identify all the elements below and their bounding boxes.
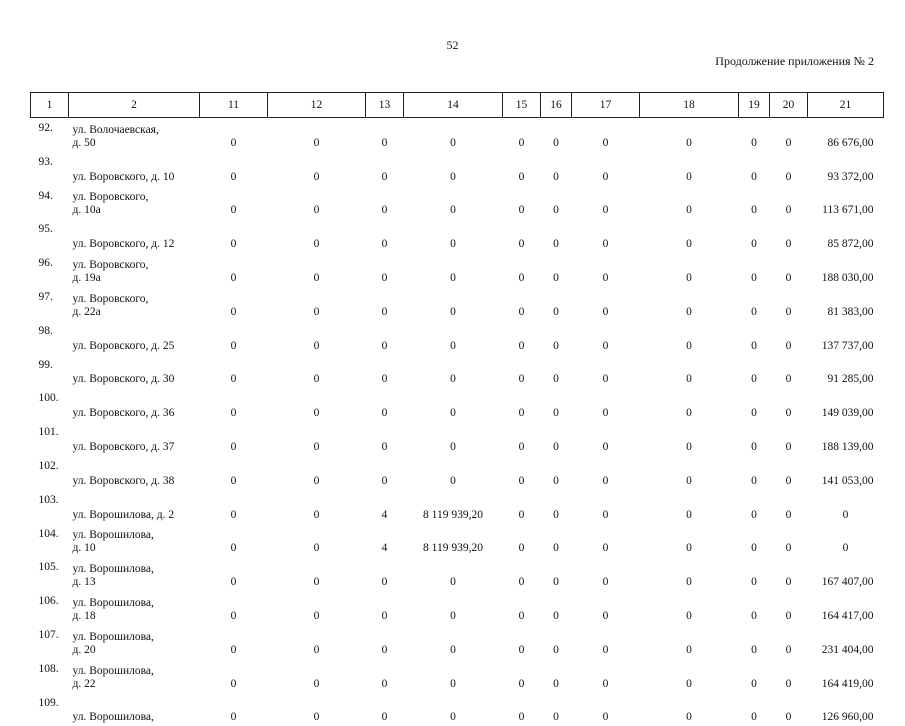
col-16-cell: 0	[553, 576, 559, 589]
col-12-cell: 0	[313, 440, 320, 453]
col-21-cell: 0	[842, 508, 849, 521]
data-table	[30, 92, 884, 726]
col-17-cell: 0	[602, 542, 609, 555]
col-11-cell: 0	[230, 136, 237, 149]
col-20-cell: 0	[785, 711, 792, 724]
address-text: ул. Ворошилова, д. 20	[72, 630, 154, 656]
col-20-cell: 0	[785, 474, 792, 487]
col-13-cell: 0	[381, 474, 388, 487]
col-18-cell: 0	[686, 677, 692, 690]
header-cell-col-12: 12	[268, 93, 366, 118]
col-16-cell: 0	[553, 474, 559, 487]
address-text: ул. Ворошилова, д. 10	[72, 529, 154, 555]
col-20-cell: 0	[785, 440, 792, 453]
col-20-cell: 0	[785, 238, 792, 251]
address-text: ул. Воровского, д. 37	[72, 440, 175, 453]
col-18-cell: 0	[686, 440, 692, 453]
col-14-cell: 0	[450, 170, 456, 183]
address-cell	[69, 186, 200, 220]
col-12-cell: 0	[313, 576, 320, 589]
address-cell	[69, 659, 200, 693]
col-16-cell: 0	[553, 643, 559, 656]
col-15-cell: 0	[518, 474, 525, 487]
col-18-cell: 0	[686, 238, 692, 251]
table-row	[31, 659, 884, 693]
col-20-cell: 0	[785, 677, 792, 690]
address-cell	[69, 625, 200, 659]
address-text: ул. Воровского, д. 12	[72, 238, 175, 251]
col-20-cell: 0	[785, 271, 792, 284]
col-15-cell: 0	[518, 440, 525, 453]
col-12-cell: 0	[313, 271, 320, 284]
col-21-cell: 93 372,00	[827, 170, 874, 183]
col-15-cell: 0	[518, 542, 525, 555]
col-17-cell: 0	[602, 271, 609, 284]
col-19-cell: 0	[751, 643, 757, 656]
col-15-cell: 0	[518, 204, 525, 217]
col-14-cell: 0	[450, 474, 456, 487]
col-11-cell: 0	[230, 542, 237, 555]
col-11-cell: 0	[230, 440, 237, 453]
address-cell	[69, 524, 200, 558]
address-text: ул. Воровского, д. 30	[72, 373, 175, 386]
col-17-cell: 0	[602, 508, 609, 521]
address-cell	[69, 287, 200, 321]
col-14-cell: 0	[450, 204, 456, 217]
col-16-cell: 0	[553, 542, 559, 555]
col-11-cell: 0	[230, 711, 237, 724]
row-number: 107.	[38, 628, 59, 641]
col-14-cell: 0	[450, 238, 456, 251]
col-18-cell: 0	[686, 542, 692, 555]
table-row	[31, 456, 884, 490]
col-13-cell: 0	[381, 576, 388, 589]
col-17-cell: 0	[602, 474, 609, 487]
col-14-cell: 0	[450, 407, 456, 420]
col-12-cell: 0	[313, 711, 320, 724]
address-cell	[69, 456, 200, 490]
col-20-cell: 0	[785, 136, 792, 149]
col-11-cell: 0	[230, 643, 237, 656]
col-14-cell: 0	[450, 373, 456, 386]
col-21-cell: 164 419,00	[821, 677, 874, 690]
col-12-cell: 0	[313, 609, 320, 622]
header-cell-col-19: 19	[739, 93, 770, 118]
col-21-cell: 188 030,00	[821, 271, 874, 284]
col-15-cell: 0	[518, 271, 525, 284]
col-13-cell: 0	[381, 238, 388, 251]
col-19-cell: 0	[751, 305, 757, 318]
address-cell	[69, 591, 200, 625]
col-16-cell: 0	[553, 407, 559, 420]
col-21-cell: 164 417,00	[821, 609, 874, 622]
row-number: 103.	[38, 493, 59, 506]
col-17-cell: 0	[602, 643, 609, 656]
col-20-cell: 0	[785, 305, 792, 318]
table-row	[31, 625, 884, 659]
col-14-cell: 0	[450, 440, 456, 453]
col-17-cell: 0	[602, 136, 609, 149]
row-number: 100.	[38, 392, 59, 405]
col-11-cell: 0	[230, 271, 237, 284]
col-14-cell: 0	[450, 271, 456, 284]
col-16-cell: 0	[553, 204, 559, 217]
col-13-cell: 4	[381, 542, 388, 555]
address-text: ул. Воровского, д. 10а	[72, 191, 149, 217]
col-12-cell: 0	[313, 305, 320, 318]
col-14-cell: 0	[450, 677, 456, 690]
address-cell	[69, 693, 200, 726]
col-15-cell: 0	[518, 136, 525, 149]
col-17-cell: 0	[602, 711, 609, 724]
row-number: 98.	[38, 324, 53, 337]
col-16-cell: 0	[553, 711, 559, 724]
col-18-cell: 0	[686, 373, 692, 386]
col-13-cell: 0	[381, 170, 388, 183]
col-11-cell: 0	[230, 474, 237, 487]
header-cell-col-21: 21	[808, 93, 884, 118]
col-13-cell: 0	[381, 407, 388, 420]
address-cell	[69, 152, 200, 186]
address-cell	[69, 253, 200, 287]
col-15-cell: 0	[518, 576, 525, 589]
col-20-cell: 0	[785, 609, 792, 622]
row-number: 105.	[38, 561, 59, 574]
col-19-cell: 0	[751, 711, 757, 724]
address-text: ул. Ворошилова, д. 18	[72, 596, 154, 622]
col-17-cell: 0	[602, 576, 609, 589]
col-15-cell: 0	[518, 711, 525, 724]
col-12-cell: 0	[313, 238, 320, 251]
col-16-cell: 0	[553, 373, 559, 386]
row-number: 99.	[38, 358, 53, 371]
col-15-cell: 0	[518, 407, 525, 420]
col-13-cell: 0	[381, 711, 388, 724]
col-16-cell: 0	[553, 508, 559, 521]
row-number: 96.	[38, 257, 53, 270]
col-14-cell: 0	[450, 711, 456, 724]
col-13-cell: 0	[381, 677, 388, 690]
col-18-cell: 0	[686, 271, 692, 284]
table-row	[31, 693, 884, 726]
col-12-cell: 0	[313, 474, 320, 487]
col-17-cell: 0	[602, 305, 609, 318]
col-21-cell: 126 960,00	[821, 711, 874, 724]
col-16-cell: 0	[553, 339, 559, 352]
col-15-cell: 0	[518, 170, 525, 183]
col-12-cell: 0	[313, 339, 320, 352]
address-text: ул. Ворошилова, д. 22	[72, 664, 154, 690]
col-19-cell: 0	[751, 238, 757, 251]
header-cell-col-16: 16	[541, 93, 572, 118]
row-number: 95.	[38, 223, 53, 236]
address-text: ул. Воровского, д. 25	[72, 339, 175, 352]
col-21-cell: 167 407,00	[821, 576, 874, 589]
col-13-cell: 0	[381, 643, 388, 656]
col-16-cell: 0	[553, 440, 559, 453]
address-cell	[69, 490, 200, 524]
table-row	[31, 591, 884, 625]
row-number: 101.	[38, 426, 59, 439]
col-16-cell: 0	[553, 305, 559, 318]
table-row	[31, 118, 884, 152]
row-number: 102.	[38, 459, 59, 472]
row-number: 104.	[38, 527, 59, 540]
address-text: ул. Воровского, д. 36	[72, 407, 175, 420]
col-20-cell: 0	[785, 542, 792, 555]
row-number: 109.	[38, 696, 59, 709]
col-14-cell: 8 119 939,20	[423, 508, 483, 521]
col-18-cell: 0	[686, 711, 692, 724]
col-11-cell: 0	[230, 677, 237, 690]
col-20-cell: 0	[785, 204, 792, 217]
header-cell-col-11: 11	[200, 93, 268, 118]
col-18-cell: 0	[686, 643, 692, 656]
col-15-cell: 0	[518, 238, 525, 251]
col-21-cell: 113 671,00	[822, 204, 874, 217]
col-12-cell: 0	[313, 643, 320, 656]
col-21-cell: 141 053,00	[821, 474, 874, 487]
col-15-cell: 0	[518, 305, 525, 318]
col-18-cell: 0	[686, 305, 692, 318]
col-12-cell: 0	[313, 542, 320, 555]
col-11-cell: 0	[230, 373, 237, 386]
table-row	[31, 490, 884, 524]
col-18-cell: 0	[686, 204, 692, 217]
col-17-cell: 0	[602, 609, 609, 622]
col-21-cell: 81 383,00	[827, 305, 874, 318]
col-13-cell: 0	[381, 339, 388, 352]
table-row	[31, 524, 884, 558]
address-cell	[69, 355, 200, 389]
col-20-cell: 0	[785, 407, 792, 420]
col-16-cell: 0	[553, 238, 559, 251]
col-17-cell: 0	[602, 440, 609, 453]
col-13-cell: 0	[381, 373, 388, 386]
col-18-cell: 0	[686, 474, 692, 487]
col-18-cell: 0	[686, 609, 692, 622]
col-14-cell: 0	[450, 339, 456, 352]
col-17-cell: 0	[602, 238, 609, 251]
col-20-cell: 0	[785, 576, 792, 589]
col-13-cell: 0	[381, 136, 388, 149]
col-17-cell: 0	[602, 204, 609, 217]
row-number: 94.	[38, 189, 53, 202]
address-text: ул. Воровского, д. 38	[72, 474, 175, 487]
col-17-cell: 0	[602, 677, 609, 690]
table-row	[31, 219, 884, 253]
col-15-cell: 0	[518, 508, 525, 521]
header-cell-col-14: 14	[404, 93, 503, 118]
col-13-cell: 0	[381, 609, 388, 622]
table-row	[31, 186, 884, 220]
col-12-cell: 0	[313, 508, 320, 521]
col-12-cell: 0	[313, 170, 320, 183]
col-21-cell: 91 285,00	[827, 373, 874, 386]
header-cell-col-17: 17	[572, 93, 640, 118]
col-14-cell: 8 119 939,20	[423, 542, 483, 555]
address-text: ул. Ворошилова, д. 2	[72, 508, 175, 521]
col-14-cell: 0	[450, 609, 456, 622]
table-row	[31, 388, 884, 422]
page-number: 52	[446, 38, 459, 52]
col-12-cell: 0	[313, 373, 320, 386]
table-row	[31, 287, 884, 321]
col-20-cell: 0	[785, 339, 792, 352]
col-19-cell: 0	[751, 170, 757, 183]
col-19-cell: 0	[751, 576, 757, 589]
col-19-cell: 0	[751, 407, 757, 420]
col-11-cell: 0	[230, 339, 237, 352]
col-21-cell: 188 139,00	[821, 440, 874, 453]
header-cell-col-1: 1	[31, 93, 69, 118]
col-21-cell: 231 404,00	[821, 643, 874, 656]
col-12-cell: 0	[313, 136, 320, 149]
col-17-cell: 0	[602, 373, 609, 386]
col-18-cell: 0	[686, 170, 692, 183]
row-number: 106.	[38, 595, 59, 608]
address-cell	[69, 388, 200, 422]
col-16-cell: 0	[553, 170, 559, 183]
col-19-cell: 0	[751, 542, 757, 555]
col-15-cell: 0	[518, 339, 525, 352]
col-21-cell: 86 676,00	[827, 136, 874, 149]
address-text: ул. Воровского, д. 22а	[72, 292, 149, 318]
col-18-cell: 0	[686, 339, 692, 352]
col-21-cell: 137 737,00	[821, 339, 874, 352]
col-13-cell: 4	[381, 508, 388, 521]
col-17-cell: 0	[602, 339, 609, 352]
header-cell-col-20: 20	[770, 93, 808, 118]
col-11-cell: 0	[230, 576, 237, 589]
col-19-cell: 0	[751, 609, 757, 622]
row-number: 92.	[38, 122, 53, 134]
col-20-cell: 0	[785, 508, 792, 521]
col-11-cell: 0	[230, 238, 237, 251]
col-15-cell: 0	[518, 643, 525, 656]
table-row	[31, 355, 884, 389]
col-19-cell: 0	[751, 373, 757, 386]
col-16-cell: 0	[553, 136, 559, 149]
col-11-cell: 0	[230, 508, 237, 521]
col-21-cell: 149 039,00	[821, 407, 874, 420]
header-cell-col-2: 2	[69, 93, 200, 118]
col-20-cell: 0	[785, 643, 792, 656]
col-19-cell: 0	[751, 508, 757, 521]
header-cell-col-18: 18	[640, 93, 739, 118]
row-number: 108.	[38, 662, 59, 675]
row-number: 97.	[38, 290, 53, 303]
col-11-cell: 0	[230, 170, 237, 183]
col-13-cell: 0	[381, 440, 388, 453]
col-16-cell: 0	[553, 609, 559, 622]
header-row	[31, 93, 884, 118]
address-text: ул. Ворошилова, д. 13	[72, 563, 154, 589]
col-21-cell: 0	[842, 542, 849, 555]
col-20-cell: 0	[785, 170, 792, 183]
col-14-cell: 0	[450, 136, 456, 149]
col-13-cell: 0	[381, 204, 388, 217]
col-21-cell: 85 872,00	[827, 238, 874, 251]
col-17-cell: 0	[602, 407, 609, 420]
col-14-cell: 0	[450, 576, 456, 589]
address-cell	[69, 118, 200, 152]
col-11-cell: 0	[230, 305, 237, 318]
address-cell	[69, 219, 200, 253]
col-14-cell: 0	[450, 643, 456, 656]
row-number: 93.	[38, 155, 53, 168]
table-row	[31, 422, 884, 456]
col-18-cell: 0	[686, 136, 692, 149]
col-15-cell: 0	[518, 609, 525, 622]
col-19-cell: 0	[751, 271, 757, 284]
col-15-cell: 0	[518, 373, 525, 386]
col-14-cell: 0	[450, 305, 456, 318]
col-19-cell: 0	[751, 677, 757, 690]
col-18-cell: 0	[686, 576, 692, 589]
col-19-cell: 0	[751, 136, 757, 149]
col-12-cell: 0	[313, 677, 320, 690]
header-cell-col-13: 13	[366, 93, 404, 118]
col-16-cell: 0	[553, 271, 559, 284]
col-18-cell: 0	[686, 508, 692, 521]
address-text: ул. Воровского, д. 19а	[72, 258, 149, 284]
address-text: ул. Воровского, д. 10	[72, 170, 175, 183]
address-cell	[69, 422, 200, 456]
col-18-cell: 0	[686, 407, 692, 420]
header-cell-col-15: 15	[503, 93, 541, 118]
address-cell	[69, 557, 200, 591]
col-11-cell: 0	[230, 407, 237, 420]
col-16-cell: 0	[553, 677, 559, 690]
col-11-cell: 0	[230, 204, 237, 217]
col-19-cell: 0	[751, 474, 757, 487]
col-19-cell: 0	[751, 204, 757, 217]
address-cell	[69, 321, 200, 355]
col-13-cell: 0	[381, 305, 388, 318]
table-row	[31, 253, 884, 287]
col-19-cell: 0	[751, 339, 757, 352]
col-13-cell: 0	[381, 271, 388, 284]
address-text: ул. Волочаевская, д. 50	[72, 123, 159, 149]
table-row	[31, 321, 884, 355]
table-row	[31, 557, 884, 591]
col-12-cell: 0	[313, 407, 320, 420]
col-12-cell: 0	[313, 204, 320, 217]
address-text: ул. Ворошилова,	[72, 711, 154, 724]
col-17-cell: 0	[602, 170, 609, 183]
col-11-cell: 0	[230, 609, 237, 622]
appendix-continuation-label: Продолжение приложения № 2	[715, 54, 874, 68]
col-15-cell: 0	[518, 677, 525, 690]
col-19-cell: 0	[751, 440, 757, 453]
table-row	[31, 152, 884, 186]
col-20-cell: 0	[785, 373, 792, 386]
